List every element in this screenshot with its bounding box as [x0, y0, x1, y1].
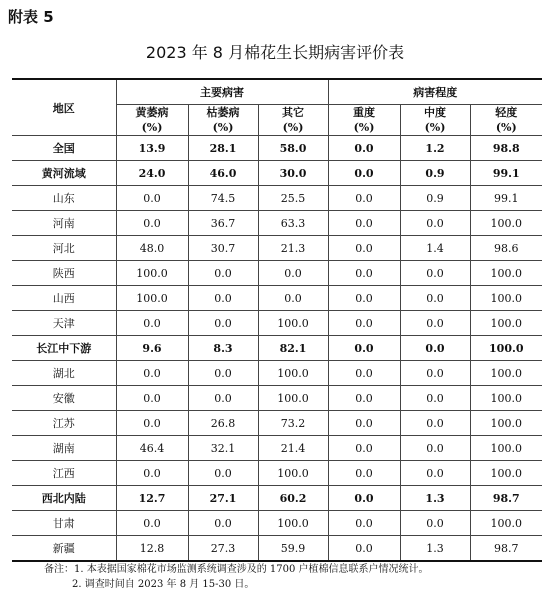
footnotes	[44, 562, 429, 592]
value-cell: 100.0	[470, 261, 542, 286]
value-cell: 60.2	[258, 486, 328, 511]
table-title: 2023 年 8 月棉花生长期病害评价表	[145, 43, 405, 62]
table-row	[12, 236, 542, 261]
value-cell: 73.2	[258, 411, 328, 436]
value-cell: 100.0	[470, 211, 542, 236]
value-cell: 100.0	[470, 511, 542, 536]
value-cell: 0.0	[328, 436, 400, 461]
header-col-fusarium: 枯萎病 (%)	[188, 105, 258, 136]
table-row	[12, 361, 542, 386]
value-cell: 46.4	[116, 436, 188, 461]
value-cell: 100.0	[470, 361, 542, 386]
value-cell: 100.0	[470, 411, 542, 436]
value-cell: 98.7	[470, 486, 542, 511]
value-cell: 8.3	[188, 336, 258, 361]
value-cell: 100.0	[116, 261, 188, 286]
value-cell: 27.3	[188, 536, 258, 562]
value-cell: 0.0	[328, 411, 400, 436]
table-row	[12, 261, 542, 286]
value-cell: 0.0	[328, 161, 400, 186]
value-cell: 0.0	[116, 411, 188, 436]
value-cell: 1.3	[400, 486, 470, 511]
value-cell: 100.0	[470, 311, 542, 336]
table-row	[12, 486, 542, 511]
value-cell: 98.7	[470, 536, 542, 562]
value-cell: 26.8	[188, 411, 258, 436]
value-cell: 0.0	[400, 386, 470, 411]
value-cell: 0.0	[400, 261, 470, 286]
value-cell: 1.3	[400, 536, 470, 562]
value-cell: 0.0	[328, 536, 400, 562]
value-cell: 27.1	[188, 486, 258, 511]
table-row	[12, 186, 542, 211]
value-cell: 74.5	[188, 186, 258, 211]
value-cell: 0.0	[400, 336, 470, 361]
value-cell: 100.0	[258, 311, 328, 336]
value-cell: 0.9	[400, 186, 470, 211]
value-cell: 48.0	[116, 236, 188, 261]
value-cell: 100.0	[470, 286, 542, 311]
value-cell: 100.0	[470, 336, 542, 361]
header-col-moderate: 中度 (%)	[400, 105, 470, 136]
region-cell: 河南	[12, 211, 116, 236]
table-row	[12, 211, 542, 236]
value-cell: 0.0	[116, 461, 188, 486]
value-cell: 0.0	[328, 211, 400, 236]
value-cell: 0.0	[328, 136, 400, 161]
value-cell: 59.9	[258, 536, 328, 562]
table-row	[12, 336, 542, 361]
region-cell: 湖南	[12, 436, 116, 461]
value-cell: 0.0	[328, 386, 400, 411]
region-cell: 西北内陆	[12, 486, 116, 511]
value-cell: 9.6	[116, 336, 188, 361]
value-cell: 1.4	[400, 236, 470, 261]
value-cell: 13.9	[116, 136, 188, 161]
value-cell: 100.0	[470, 461, 542, 486]
value-cell: 36.7	[188, 211, 258, 236]
region-cell: 天津	[12, 311, 116, 336]
region-cell: 新疆	[12, 536, 116, 562]
value-cell: 12.7	[116, 486, 188, 511]
value-cell: 21.4	[258, 436, 328, 461]
region-cell: 安徽	[12, 386, 116, 411]
header-group-main: 主要病害	[116, 79, 328, 105]
value-cell: 100.0	[258, 511, 328, 536]
value-cell: 0.0	[328, 261, 400, 286]
table-row	[12, 411, 542, 436]
region-cell: 山东	[12, 186, 116, 211]
region-cell: 陕西	[12, 261, 116, 286]
value-cell: 12.8	[116, 536, 188, 562]
value-cell: 100.0	[116, 286, 188, 311]
value-cell: 32.1	[188, 436, 258, 461]
region-cell: 甘肃	[12, 511, 116, 536]
region-cell: 山西	[12, 286, 116, 311]
table-row	[12, 286, 542, 311]
value-cell: 25.5	[258, 186, 328, 211]
value-cell: 0.0	[400, 436, 470, 461]
value-cell: 99.1	[470, 186, 542, 211]
value-cell: 0.0	[328, 511, 400, 536]
disease-table	[12, 78, 542, 562]
table-row	[12, 461, 542, 486]
value-cell: 0.0	[328, 336, 400, 361]
header-col-mild: 轻度 (%)	[470, 105, 542, 136]
value-cell: 0.0	[258, 286, 328, 311]
value-cell: 0.0	[188, 386, 258, 411]
value-cell: 0.0	[328, 311, 400, 336]
value-cell: 0.0	[400, 511, 470, 536]
value-cell: 100.0	[470, 436, 542, 461]
footnote-1: 备注：1. 本表据国家棉花市场监测系统调查涉及的 1700 户植棉信息联系户情况统计。	[44, 564, 429, 575]
value-cell: 0.0	[116, 511, 188, 536]
value-cell: 58.0	[258, 136, 328, 161]
value-cell: 100.0	[258, 461, 328, 486]
value-cell: 30.0	[258, 161, 328, 186]
table-row	[12, 136, 542, 161]
value-cell: 0.0	[188, 311, 258, 336]
value-cell: 28.1	[188, 136, 258, 161]
value-cell: 0.0	[400, 286, 470, 311]
value-cell: 98.8	[470, 136, 542, 161]
value-cell: 100.0	[470, 386, 542, 411]
value-cell: 0.0	[116, 361, 188, 386]
header-group-degree: 病害程度	[328, 79, 542, 105]
value-cell: 0.0	[188, 286, 258, 311]
table-row	[12, 161, 542, 186]
footnote-2: 2. 调查时间自 2023 年 8 月 15-30 日。	[72, 579, 255, 590]
value-cell: 100.0	[258, 361, 328, 386]
value-cell: 0.0	[116, 311, 188, 336]
value-cell: 99.1	[470, 161, 542, 186]
value-cell: 0.0	[328, 486, 400, 511]
value-cell: 98.6	[470, 236, 542, 261]
table-row	[12, 536, 542, 562]
table-row	[12, 386, 542, 411]
value-cell: 0.0	[188, 261, 258, 286]
value-cell: 0.0	[116, 386, 188, 411]
value-cell: 0.9	[400, 161, 470, 186]
region-cell: 江西	[12, 461, 116, 486]
value-cell: 0.0	[400, 361, 470, 386]
header-region: 地区	[12, 79, 116, 136]
value-cell: 0.0	[328, 361, 400, 386]
region-cell: 长江中下游	[12, 336, 116, 361]
value-cell: 0.0	[328, 186, 400, 211]
value-cell: 0.0	[188, 461, 258, 486]
value-cell: 30.7	[188, 236, 258, 261]
header-col-other: 其它 (%)	[258, 105, 328, 136]
table-row	[12, 311, 542, 336]
value-cell: 1.2	[400, 136, 470, 161]
value-cell: 0.0	[400, 461, 470, 486]
value-cell: 0.0	[116, 211, 188, 236]
table-row	[12, 436, 542, 461]
value-cell: 0.0	[400, 211, 470, 236]
value-cell: 46.0	[188, 161, 258, 186]
value-cell: 0.0	[188, 361, 258, 386]
value-cell: 100.0	[258, 386, 328, 411]
annex-label: 附表 5	[8, 8, 54, 26]
value-cell: 0.0	[116, 186, 188, 211]
header-col-verticillium: 黄萎病 (%)	[116, 105, 188, 136]
region-cell: 江苏	[12, 411, 116, 436]
table-row	[12, 511, 542, 536]
value-cell: 0.0	[328, 461, 400, 486]
value-cell: 0.0	[400, 411, 470, 436]
value-cell: 0.0	[400, 311, 470, 336]
value-cell: 0.0	[188, 511, 258, 536]
value-cell: 82.1	[258, 336, 328, 361]
value-cell: 0.0	[328, 236, 400, 261]
header-col-severe: 重度 (%)	[328, 105, 400, 136]
value-cell: 24.0	[116, 161, 188, 186]
value-cell: 0.0	[258, 261, 328, 286]
region-cell: 湖北	[12, 361, 116, 386]
value-cell: 21.3	[258, 236, 328, 261]
value-cell: 63.3	[258, 211, 328, 236]
region-cell: 河北	[12, 236, 116, 261]
region-cell: 黄河流域	[12, 161, 116, 186]
value-cell: 0.0	[328, 286, 400, 311]
region-cell: 全国	[12, 136, 116, 161]
